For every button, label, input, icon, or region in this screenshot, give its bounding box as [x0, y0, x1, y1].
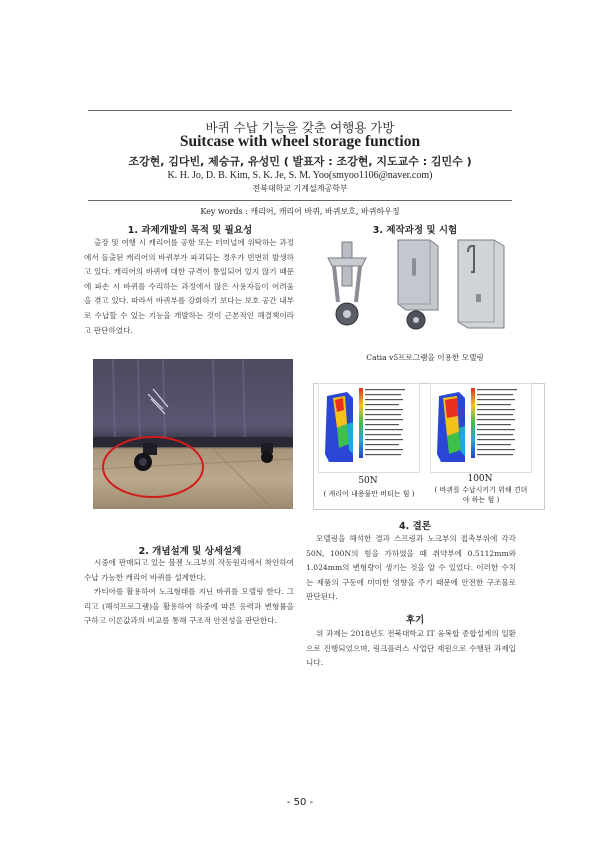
suitcase-photo-drawing	[93, 359, 293, 509]
fea-100n-label: 100N	[467, 474, 493, 484]
section-1-paragraph: 출장 및 여행 시 캐리어를 공항 또는 터미널에 위탁하는 과정에서 들출된 캐리어의 바퀴부가 파괴되는 경우가 빈번히 발생하고 있다. 캐리어의 바퀴에 대한 규격이 통일되어 있지 않기 때문에 파손 시 바퀴를 수리하는 과정에서 많은 사용자들이 어려움을 겪고 있다. 따라서 바퀴부를 강화하기 보다는 보호 공간 내부로 수납할 수 있는 기능을 개발하는 것이 근본적인 해결책이라고 판단하였다.	[84, 238, 294, 335]
authors-english: K. H. Jo, D. B. Kim, S. K. Je, S. M. Yoo(smyoo1106@naver.com)	[167, 170, 433, 181]
cad-caption: Catia v5프로그램을 이용한 모델링	[366, 353, 484, 362]
header-rule	[88, 200, 512, 201]
fea-result-50n	[318, 383, 420, 473]
fea-stress-plot-50n	[319, 384, 419, 472]
keywords: Key words : 캐리어, 캐리어 바퀴, 바퀴보호, 바퀴하우징	[200, 207, 400, 216]
title-korean: 바퀴 수납 기능을 갖춘 여행용 가방	[205, 120, 395, 135]
section-3-heading: 3. 제작과정 및 시험	[372, 225, 458, 236]
fea-50n-label: 50N	[358, 476, 378, 486]
cad-housing-wheel-stored-drawing	[454, 236, 508, 336]
authors-korean: 조강현, 김다빈, 제승규, 유성민 ( 발표자 : 조강현, 지도교수 : 김민수 )	[128, 155, 472, 168]
cad-housing-wheel-out-drawing	[392, 236, 442, 336]
fea-stress-plot-100n	[431, 384, 531, 472]
section-1-body	[84, 236, 294, 338]
cad-model-1	[316, 236, 378, 336]
cad-model-3	[454, 236, 508, 336]
top-rule	[88, 110, 512, 111]
acknowledgement-paragraph: 위 과제는 2018년도 전북대학교 IT 융복합 종합설계의 일환으로 진행되었으며, 링크플러스 사업단 재원으로 수행된 과제입니다.	[306, 629, 516, 668]
section-2-paragraph-1: 시중에 판매되고 있는 볼젠 노크부의 작동원리에서 착안하여 수납 가능한 캐리어 바퀴를 설계한다.	[84, 558, 294, 582]
section-4-body	[306, 532, 516, 605]
acknowledgement-body	[306, 627, 516, 671]
fea-50n-caption: ( 캐리어 내용물만 버티는 힘 )	[323, 490, 415, 498]
cad-wheel-fork-drawing	[316, 236, 378, 336]
affiliation: 전북대학교 기계설계공학부	[252, 184, 348, 193]
section-2-heading: 2. 개념설계 및 상세설계	[138, 546, 242, 557]
title-english: Suitcase with wheel storage function	[179, 133, 421, 150]
section-4-paragraph: 모델링을 해석한 결과 스프링과 노크부의 접촉부위에 각각 50N, 100N의 힘을 가하였을 때 취약부에 0.5112mm와 1.024mm의 변형량이 생기는 것을 알 수 있었다. 이러한 수치는 제품의 구동에 미미한 영향을 주기 때문에 안전한 구조물로 판단된다.	[306, 534, 516, 602]
section-2-body	[84, 556, 294, 629]
fea-result-100n	[430, 383, 532, 473]
cad-model-2	[392, 236, 442, 336]
suitcase-wheel-photo	[93, 359, 293, 509]
fea-100n-caption: ( 바퀴를 수납시키기 위해 견뎌야 하는 힘 )	[434, 486, 528, 504]
acknowledgement-heading: 후기	[405, 615, 425, 626]
section-2-paragraph-2: 카티아를 활용하여 노크형태를 지닌 바퀴를 모델링 한다. 그리고 (해석프로그램)을 활용하여 하중에 따른 응력과 변형률을 구하고 이론값과의 비교를 통해 구조적 안전성을 판단한다.	[84, 587, 294, 626]
section-4-heading: 4. 결론	[399, 521, 431, 532]
section-1-heading: 1. 과제개발의 목적 및 필요성	[127, 225, 253, 236]
page-number: - 50 -	[286, 797, 314, 808]
